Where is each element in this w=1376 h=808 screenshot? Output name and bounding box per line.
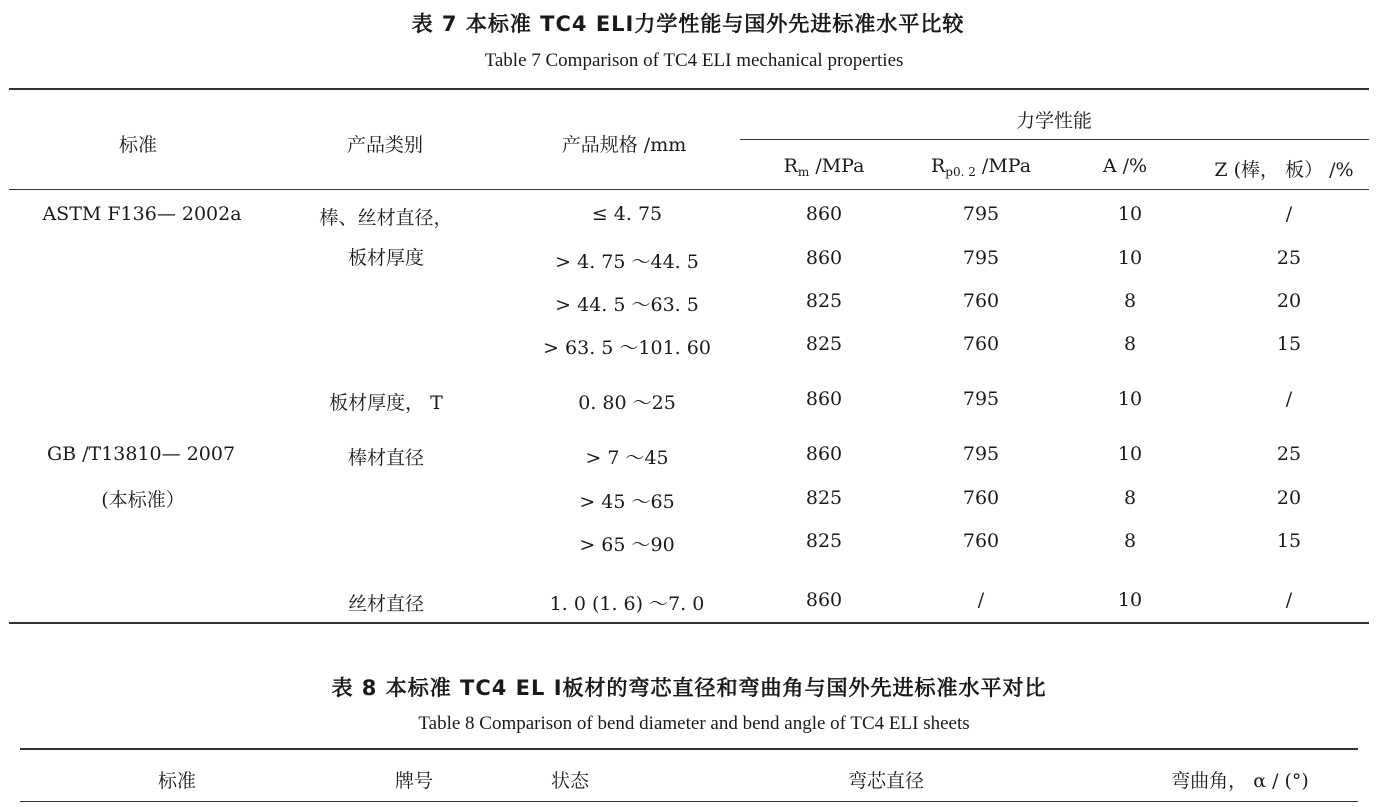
cell-category: 丝材直径	[347, 593, 425, 615]
table8-header-bend-diameter: 弯芯直径	[847, 770, 925, 792]
header-category: 产品类别	[346, 134, 424, 156]
cell-category: 板材厚度， T	[329, 392, 443, 414]
cell-spec: > 44. 5 ～63. 5	[555, 294, 699, 316]
cell-rm: 825	[805, 333, 843, 355]
cell-spec: > 4. 75 ～44. 5	[555, 251, 699, 273]
header-standard: 标准	[118, 134, 158, 156]
cell-z: 15	[1276, 530, 1302, 552]
cell-rm: 860	[805, 443, 843, 465]
table7-title-en: Table 7 Comparison of TC4 ELI mechanical properties	[484, 50, 904, 71]
cell-rp02: 795	[962, 388, 1000, 410]
cell-rp02: 795	[962, 443, 1000, 465]
cell-z: 20	[1276, 290, 1302, 312]
cell-rm: 825	[805, 530, 843, 552]
cell-rm: 860	[805, 589, 843, 611]
cell-a: 8	[1123, 530, 1137, 552]
cell-rm: 860	[805, 203, 843, 225]
cell-rp02: 795	[962, 247, 1000, 269]
cell-rp02: 760	[962, 333, 1000, 355]
cell-z: /	[1285, 388, 1293, 410]
cell-a: 8	[1123, 487, 1137, 509]
table8-header-standard: 标准	[157, 770, 197, 792]
cell-z: 20	[1276, 487, 1302, 509]
table8-header-bend-angle: 弯曲角， α / (°)	[1171, 770, 1309, 792]
cell-rm: 860	[805, 247, 843, 269]
table8-header-rule	[20, 801, 1358, 802]
cell-z: 25	[1276, 247, 1302, 269]
table8-title-en: Table 8 Comparison of bend diameter and bend angle of TC4 ELI sheets	[418, 713, 970, 734]
cell-spec: > 63. 5 ～101. 60	[543, 337, 711, 359]
table8-header-state: 状态	[550, 770, 590, 792]
table7-group-rule	[740, 139, 1369, 140]
header-a: A /%	[1102, 155, 1148, 177]
standard-astm: ASTM F136— 2002a	[42, 203, 242, 225]
cell-a: 10	[1117, 443, 1143, 465]
cell-z: 25	[1276, 443, 1302, 465]
cell-spec: 0. 80 ～25	[578, 392, 676, 414]
table7-header-rule	[9, 189, 1369, 190]
cell-a: 10	[1117, 247, 1143, 269]
cell-spec: > 65 ～90	[579, 534, 675, 556]
cell-rp02: 795	[962, 203, 1000, 225]
table8-top-rule	[20, 748, 1358, 750]
header-spec: 产品规格 /mm	[561, 134, 687, 156]
header-rm: $R_m$ /MPa	[783, 155, 865, 179]
cell-category: 棒材直径	[347, 447, 425, 469]
cell-a: 10	[1117, 388, 1143, 410]
cell-rp02: /	[977, 589, 985, 611]
cell-spec: > 7 ～45	[585, 447, 669, 469]
category-astm-line2: 板材厚度	[347, 247, 425, 269]
category-astm-line1: 棒、丝材直径，	[319, 207, 453, 229]
header-z: Z (棒， 板） /%	[1214, 159, 1354, 181]
table7-title-cn: 表 7 本标准 TC4 ELI力学性能与国外先进标准水平比较	[411, 12, 965, 36]
cell-rp02: 760	[962, 487, 1000, 509]
table7-bottom-rule	[9, 622, 1369, 624]
cell-rp02: 760	[962, 530, 1000, 552]
standard-gb-line2: (本标准）	[101, 489, 185, 511]
cell-a: 10	[1117, 589, 1143, 611]
cell-rm: 825	[805, 290, 843, 312]
cell-spec: 1. 0 (1. 6) ～7. 0	[549, 593, 705, 615]
cell-z: /	[1285, 203, 1293, 225]
cell-z: 15	[1276, 333, 1302, 355]
cell-spec: > 45 ～65	[579, 491, 675, 513]
cell-a: 8	[1123, 290, 1137, 312]
standard-gb-line1: GB /T13810— 2007	[46, 443, 236, 465]
cell-rm: 825	[805, 487, 843, 509]
table7-top-rule	[9, 88, 1369, 90]
table8-header-grade: 牌号	[394, 770, 434, 792]
cell-a: 8	[1123, 333, 1137, 355]
cell-z: /	[1285, 589, 1293, 611]
cell-a: 10	[1117, 203, 1143, 225]
cell-rm: 860	[805, 388, 843, 410]
header-mechanical-group: 力学性能	[1015, 110, 1093, 132]
header-rp02: $R_{p0. 2}$ /MPa	[930, 155, 1032, 179]
table8-title-cn: 表 8 本标准 TC4 EL I板材的弯芯直径和弯曲角与国外先进标准水平对比	[331, 676, 1047, 700]
cell-spec: ≤ 4. 75	[591, 203, 663, 225]
cell-rp02: 760	[962, 290, 1000, 312]
